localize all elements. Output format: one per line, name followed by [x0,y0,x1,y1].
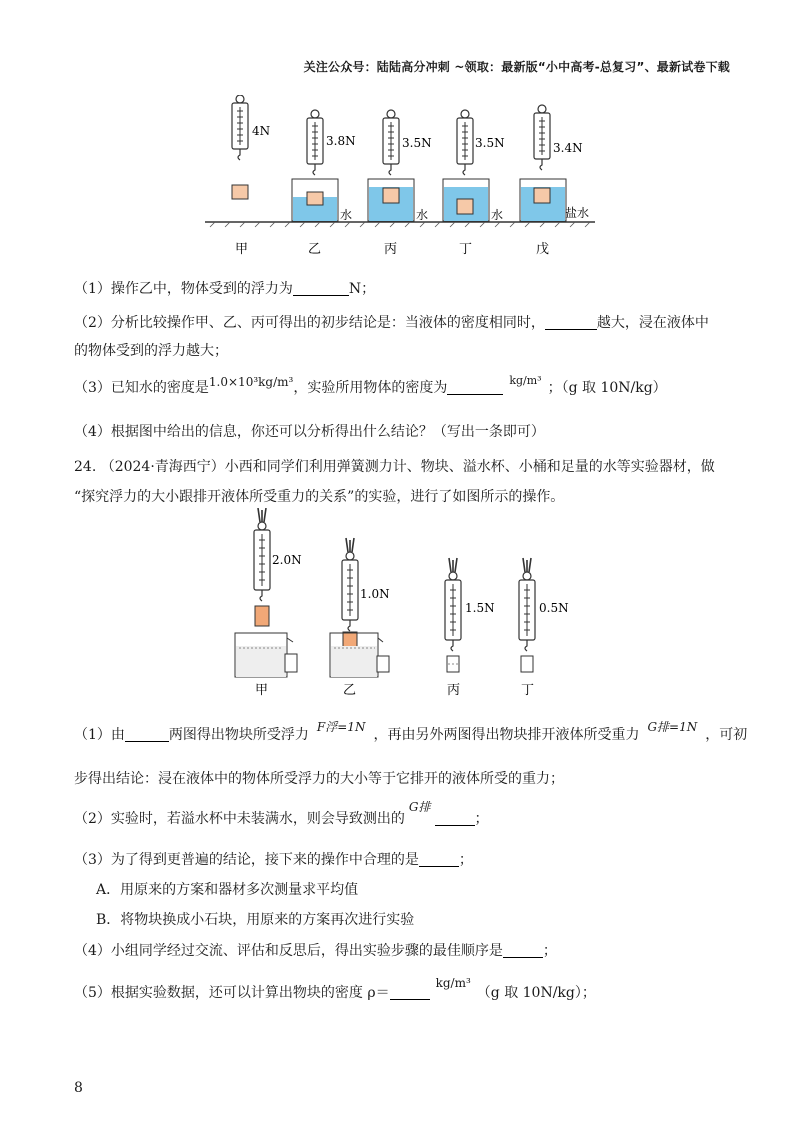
label-4: 丁 [459,242,473,257]
q23-part3: （3）已知水的密度是1.0×10³kg/m³，实验所用物体的密度为 $^{kg/m^3}$ ；（g 取 10N/kg） [74,374,667,396]
label-c: 丙 [447,683,461,698]
option-a: A．用原来的方案和器材多次测量求平均值 [96,882,359,898]
option-b: B．将物块换成小石块，用原来的方案再次进行实验 [96,912,415,928]
label-5: 戊 [536,242,550,257]
page-number: 8 [74,1080,83,1096]
q24-intro: 24. （2024·青海西宁）小西和同学们利用弹簧测力计、物块、溢水杯、小桶和足量的水等实验器材，做 [74,459,715,475]
q23-part2: （2）分析比较操作甲、乙、丙可得出的初步结论是：当液体的密度相同时， 越大，浸在液体中 [74,315,709,331]
reading-2: 3.8N [326,134,356,148]
reading-b: 1.0N [360,587,390,601]
q24-intro-cont: “探究浮力的大小跟排开液体所受重力的关系”的实验，进行了如图所示的操作。 [74,489,565,505]
reading-1: 4N [252,124,271,138]
figure-spring-scale-buoyancy-1 [200,95,600,265]
figure-archimedes-experiment [225,508,585,703]
q23-part1: （1）操作乙中，物体受到的浮力为 N； [74,281,376,297]
label-d: 丁 [521,683,535,698]
page-header: 关注公众号：陆陆高分冲刺 ~领取：最新版“小中高考-总复习”、最新试卷下载 [303,60,730,74]
reading-3: 3.5N [402,136,432,150]
q24-part1-cont: 步得出结论：浸在液体中的物体所受浮力的大小等于它排开的液体所受的重力； [74,771,564,787]
q24-part1: （1）由 两图得出物块所受浮力 F浮=1N ，再由另外两图得出物块排开液体所受重力 G排=1N ，可初 [74,720,748,743]
reading-4: 3.5N [475,136,505,150]
liquid-label-2: 水 [416,208,429,222]
reading-5: 3.4N [553,141,583,155]
liquid-label-1: 水 [340,208,353,222]
reading-a: 2.0N [272,553,302,567]
q24-part4: （4）小组同学经过交流、评估和反思后，得出实验步骤的最佳顺序是 ； [74,943,557,959]
label-1: 甲 [235,242,249,257]
q24-part5: （5）根据实验数据，还可以计算出物块的密度 ρ＝kg/m³（g 取 10N/kg）； [74,976,596,1001]
q24-part3: （3）为了得到更普遍的结论，接下来的操作中合理的是 ； [74,852,473,868]
label-3: 丙 [384,242,398,257]
label-a: 甲 [255,683,269,698]
liquid-label-4: 盐水 [565,206,590,220]
label-b: 乙 [343,683,357,698]
q24-part2: （2）实验时，若溢水杯中未装满水，则会导致测出的G排； [74,800,489,827]
label-2: 乙 [308,242,322,257]
liquid-label-3: 水 [491,208,504,222]
q23-part4: （4）根据图中给出的信息，你还可以分析得出什么结论？（写出一条即可） [74,424,545,440]
reading-c: 1.5N [465,601,495,615]
reading-d: 0.5N [539,601,569,615]
q23-part2-cont: 的物体受到的浮力越大； [74,343,228,359]
